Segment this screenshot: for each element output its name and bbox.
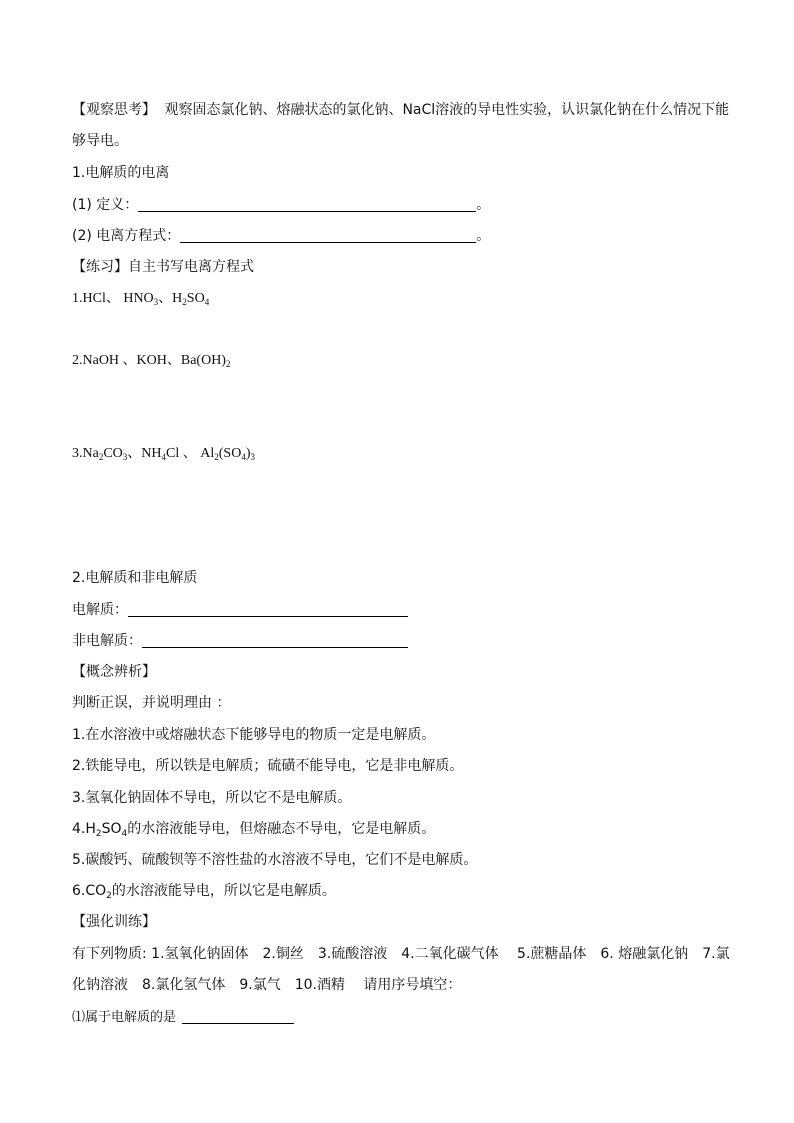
formula-text: CO bbox=[103, 446, 123, 461]
formula-text: ) bbox=[245, 446, 251, 461]
equation-row bbox=[72, 227, 490, 245]
equation-label: (2) 电离方程式： bbox=[72, 228, 181, 244]
formula-text: 6.CO bbox=[72, 883, 107, 899]
definition-blank[interactable] bbox=[138, 197, 476, 212]
nonelectrolyte-row bbox=[72, 632, 408, 650]
question-1-label: ⑴属于电解质的是 bbox=[72, 1010, 177, 1025]
definition-label: (1) 定义： bbox=[72, 197, 139, 213]
question-1-blank[interactable] bbox=[182, 1009, 294, 1024]
concept-item-6 bbox=[72, 882, 336, 900]
observe-paragraph-line1 bbox=[72, 101, 729, 119]
formula-text: 、H bbox=[158, 291, 183, 306]
practice-item-3 bbox=[72, 445, 255, 463]
practice-item-1 bbox=[72, 290, 209, 308]
subscript: 2 bbox=[214, 452, 219, 462]
subscript: 2 bbox=[106, 891, 112, 901]
statement-text: 的水溶液能导电，所以它是电解质。 bbox=[111, 883, 336, 899]
nonelectrolyte-label: 非电解质： bbox=[72, 633, 142, 649]
electrolytes-title: 2.电解质和非电解质 bbox=[72, 570, 198, 586]
subscript: 4 bbox=[121, 829, 128, 839]
observe-heading: 【观察思考】 bbox=[72, 102, 156, 118]
statement-text: 的水溶液能导电，但熔融态不导电，它是电解质。 bbox=[127, 821, 436, 837]
observe-text: 观察固态氯化钠、熔融状态的氯化钠、NaCl溶液的导电性实验，认识氯化钠在什么情况下能 bbox=[164, 102, 730, 118]
formula-text: 、NH bbox=[127, 446, 162, 461]
subscript: 3 bbox=[153, 297, 159, 307]
formula-text: SO bbox=[186, 291, 205, 306]
formula-text: 2.NaOH 、KOH、Ba(OH) bbox=[72, 353, 226, 368]
observe-paragraph-line2: 够导电。 bbox=[72, 133, 128, 149]
subscript: 3 bbox=[122, 452, 128, 462]
concept-item-3: 3.氢氧化钠固体不导电，所以它不是电解质。 bbox=[72, 790, 352, 806]
training-line-1: 有下列物质: 1.氢氧化钠固体 2.铜丝 3.硫酸溶液 4.二氧化碳气体 5.蔗糖晶体 6. 熔融氯化钠 7.氯 bbox=[72, 946, 730, 962]
subscript: 2 bbox=[95, 829, 102, 839]
training-heading: 【强化训练】 bbox=[72, 914, 156, 930]
practice-heading: 【练习】自主书写电离方程式 bbox=[72, 259, 254, 275]
definition-period: 。 bbox=[476, 197, 491, 213]
subscript: 4 bbox=[204, 297, 210, 307]
concept-instruction: 判断正误，并说明理由 ： bbox=[72, 695, 231, 711]
ionization-title: 1.电解质的电离 bbox=[72, 165, 170, 181]
subscript: 3 bbox=[250, 452, 255, 462]
concept-item-2: 2.铁能导电，所以铁是电解质；硫磺不能导电，它是非电解质。 bbox=[72, 758, 464, 774]
definition-row bbox=[72, 196, 490, 214]
training-line-2: 化钠溶液 8.氯化氢气体 9.氯气 10.酒精 请用序号填空： bbox=[72, 977, 462, 993]
subscript: 2 bbox=[225, 359, 231, 369]
formula-text: (SO bbox=[218, 446, 242, 461]
subscript: 4 bbox=[241, 452, 246, 462]
electrolyte-blank[interactable] bbox=[128, 602, 408, 617]
concept-heading: 【概念辨析】 bbox=[72, 664, 156, 680]
formula-text: Cl 、 Al bbox=[166, 446, 215, 461]
equation-period: 。 bbox=[476, 228, 491, 244]
equation-blank[interactable] bbox=[180, 228, 476, 243]
training-question-1 bbox=[72, 1009, 294, 1027]
electrolyte-row bbox=[72, 601, 408, 619]
concept-item-5: 5.碳酸钙、硫酸钡等不溶性盐的水溶液不导电，它们不是电解质。 bbox=[72, 852, 478, 868]
formula-text: 4.H bbox=[72, 821, 96, 837]
nonelectrolyte-blank[interactable] bbox=[142, 633, 408, 648]
concept-item-1: 1.在水溶液中或熔融状态下能够导电的物质一定是电解质。 bbox=[72, 727, 436, 743]
formula-text: 1.HCl、 HNO bbox=[72, 291, 154, 306]
formula-text: 3.Na bbox=[72, 446, 99, 461]
concept-item-4 bbox=[72, 820, 435, 838]
practice-item-2 bbox=[72, 352, 230, 370]
electrolyte-label: 电解质： bbox=[72, 602, 128, 618]
subscript: 4 bbox=[161, 452, 167, 462]
subscript: 2 bbox=[182, 297, 187, 307]
subscript: 2 bbox=[98, 452, 104, 462]
formula-text: SO bbox=[101, 821, 122, 837]
